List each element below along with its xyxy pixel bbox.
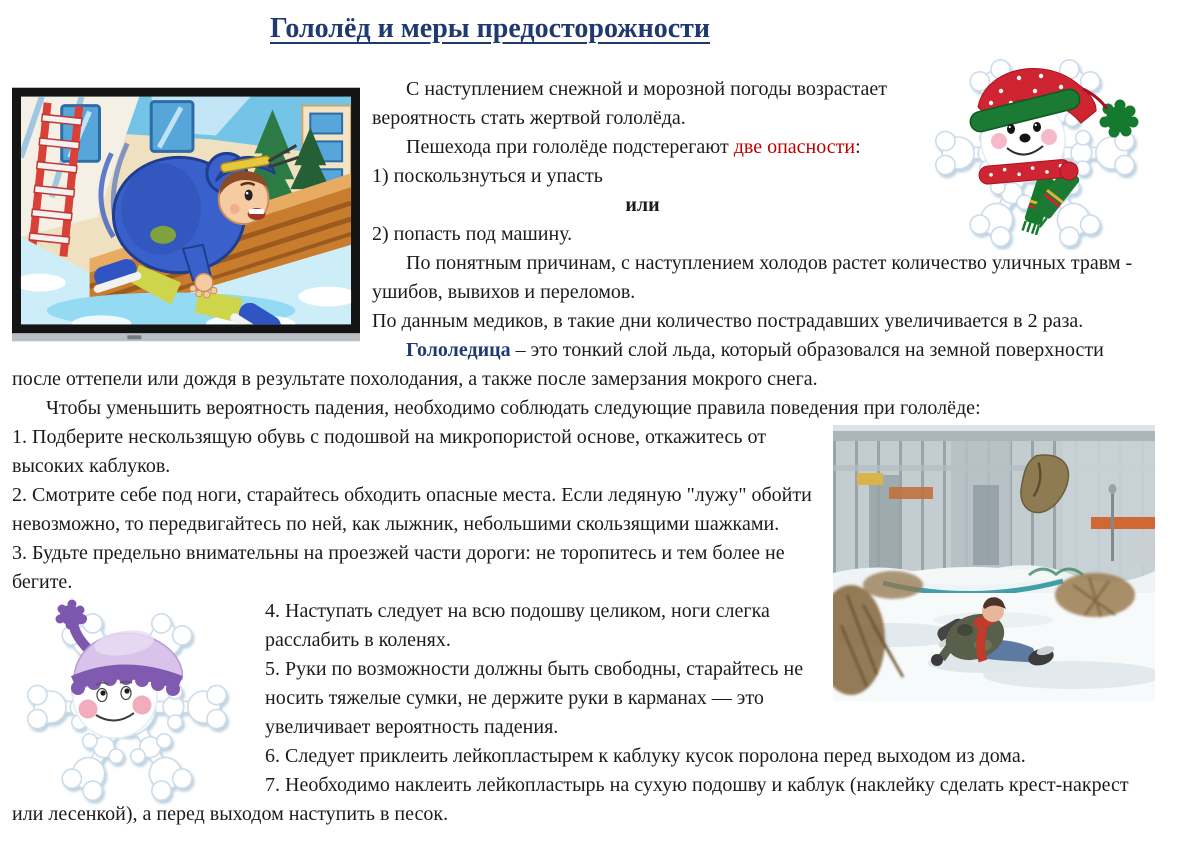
dangers-highlight: две опасности [733,136,856,158]
fallen-person-photo-graphic [833,425,1155,701]
boy-slipping-on-ice-cartoon [12,87,360,342]
boy-slipping-cartoon-image [12,87,360,342]
danger-item-2: 2) попасть под машину. [372,223,573,245]
dangers-text-prefix: Пешехода при гололёде подстерегают [406,136,734,158]
danger-item-1: 1) поскользнуться и упасть [372,165,603,187]
rule-1: 1. Подберите нескользящую обувь с подошвой на микропористой основе, откажитесь от высоких каблуков. [12,426,766,477]
document-body [0,65,1200,829]
rule-4: 4. Наступать следует на всю подошву целиком, ноги слегка расслабить в коленях. [265,600,770,651]
intro-paragraph: С наступлением снежной и морозной погоды возрастает вероятность стать жертвой гололёда. [372,78,888,129]
rule-2: 2. Смотрите себе под ноги, старайтесь обходить опасные места. Если ледяную "лужу" обойти невозможно, то передвигайтесь по ней, как лыжник, небольшими скользящими шажками. [12,484,812,535]
fallen-person-winter-photo [833,425,1155,701]
rule-7: 7. Необходимо наклеить лейкопластырь на сухую подошву и каблук (наклейку сделать крест-накрест или лесенкой), а перед выходом наступить в песок. [12,774,1129,825]
or-separator: или [625,194,660,216]
snowman-purple-hat-graphic [12,591,247,806]
rule-6: 6. Следует приклеить лейкопластырем к каблуку кусок поролона перед выходом из дома. [265,745,1026,767]
rule-5: 5. Руки по возможности должны быть свободны, старайтесь не носить тяжелые сумки, не держите руки в карманах — это увеличивает вероятность падения. [265,658,804,738]
rules-intro-paragraph: Чтобы уменьшить вероятность падения, необходимо соблюдать следующие правила поведения при гололёде: [46,397,981,419]
definition-paragraph [12,336,1155,394]
injuries-paragraph: По понятным причинам, с наступлением холодов растет количество уличных травм - ушибов, вывихов и переломов. [372,252,1133,303]
snowman-snowflake-purple-hat-image [12,591,247,797]
snowman-red-hat-graphic [923,45,1155,250]
dangers-text-colon: : [855,136,861,158]
definition-term: Гололедица [406,339,511,361]
medics-paragraph: По данным медиков, в такие дни количество пострадавших увеличивается в 2 раза. [372,310,1084,332]
definition-text: – это тонкий слой льда, который образовался на земной поверхности после оттепели или дождя в результате похолодания, а также после замерзания мокрого снега. [12,339,1104,390]
rule-3: 3. Будьте предельно внимательны на проезжей части дороги: не торопитесь и тем более не бегите. [12,542,785,593]
page-title: Гололёд и меры предосторожности [269,13,711,44]
snowman-snowflake-red-hat-image [923,75,1155,243]
